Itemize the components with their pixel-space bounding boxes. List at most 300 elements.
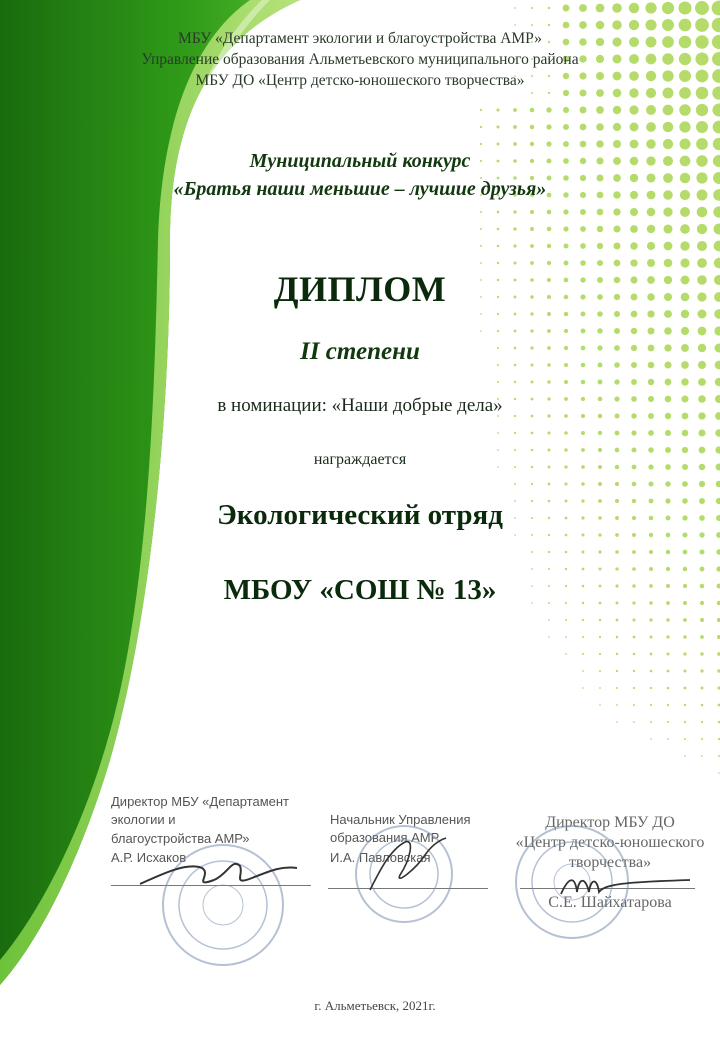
pattern-dot (530, 142, 534, 146)
pattern-dot (531, 24, 533, 26)
pattern-dot (614, 260, 621, 267)
pattern-dot (666, 550, 670, 554)
pattern-dot (684, 721, 686, 723)
pattern-dot (548, 534, 550, 536)
pattern-dot (701, 704, 704, 707)
pattern-dot (714, 326, 720, 335)
pattern-dot (565, 551, 568, 554)
pattern-dot (513, 210, 516, 213)
pattern-dot (714, 258, 720, 268)
pattern-dot (565, 653, 567, 655)
pattern-dot (615, 567, 618, 570)
pattern-dot (579, 89, 586, 96)
pattern-dot (513, 108, 517, 112)
pattern-dot (698, 378, 706, 386)
pattern-dot (531, 7, 533, 9)
pattern-dot (615, 482, 619, 486)
pattern-dot (667, 738, 669, 740)
pattern-dot (546, 141, 551, 146)
pattern-dot (650, 721, 652, 723)
pattern-dot (647, 208, 656, 217)
pattern-dot (530, 227, 534, 231)
dot-pattern (480, 1, 720, 774)
pattern-dot (547, 227, 552, 232)
pattern-dot (696, 104, 708, 116)
pattern-dot (646, 105, 656, 115)
pattern-dot (629, 105, 638, 114)
signature-1-title-line-3: благоустройства АМР» (111, 831, 250, 846)
pattern-dot (597, 209, 604, 216)
pattern-dot (663, 207, 672, 216)
pattern-dot (514, 330, 517, 333)
pattern-dot (665, 481, 670, 486)
pattern-dot (612, 3, 622, 13)
pattern-dot (548, 7, 550, 9)
pattern-dot (598, 533, 601, 536)
pattern-dot (645, 2, 656, 13)
pattern-dot (596, 89, 604, 97)
pattern-dot (580, 226, 586, 232)
pattern-dot (629, 3, 639, 13)
pattern-dot (596, 123, 604, 131)
contest-line-2: «Братья наши меньшие – лучшие друзья» (173, 178, 547, 200)
pattern-dot (616, 721, 618, 723)
pattern-dot (480, 126, 482, 128)
pattern-dot (633, 653, 636, 656)
pattern-dot (513, 227, 516, 230)
pattern-dot (531, 92, 533, 94)
pattern-dot (497, 143, 500, 146)
pattern-dot (716, 566, 720, 571)
pattern-dot (480, 313, 482, 315)
pattern-dot (650, 704, 652, 706)
pattern-dot (530, 312, 533, 315)
pattern-dot (666, 618, 670, 622)
signature-3-title-line-3: творчества» (568, 854, 652, 871)
pattern-dot (564, 380, 568, 384)
pattern-dot (699, 481, 705, 487)
pattern-dot (547, 244, 551, 248)
pattern-dot (513, 142, 517, 146)
pattern-dot (631, 430, 636, 435)
pattern-dot (531, 534, 533, 536)
pattern-dot (613, 208, 620, 215)
pattern-dot (647, 242, 655, 250)
pattern-dot (632, 482, 637, 487)
contest-line-1: Муниципальный конкурс (249, 150, 471, 172)
pattern-dot (697, 207, 708, 218)
pattern-dot (630, 208, 638, 216)
pattern-dot (580, 107, 587, 114)
pattern-dot (616, 687, 618, 689)
signature-2-name: И.А. Павловская (330, 850, 431, 865)
pattern-dot (546, 107, 551, 112)
pattern-dot (596, 4, 605, 13)
diploma-title: ДИПЛОМ (273, 269, 447, 309)
signature-2-scribble (360, 830, 450, 900)
pattern-dot (695, 1, 709, 15)
pattern-dot (663, 122, 674, 133)
pattern-dot (599, 670, 601, 672)
recipient-line-1: Экологический отряд (217, 499, 503, 531)
pattern-dot (633, 636, 636, 639)
pattern-dot (563, 226, 568, 231)
pattern-dot (530, 329, 533, 332)
pattern-dot (582, 551, 585, 554)
pattern-dot (681, 327, 689, 335)
pattern-dot (596, 106, 604, 114)
pattern-dot (597, 260, 603, 266)
pattern-dot (716, 532, 720, 538)
pattern-dot (530, 244, 534, 248)
pattern-dot (597, 226, 603, 232)
pattern-dot (650, 687, 652, 689)
pattern-dot (633, 670, 635, 672)
pattern-dot (648, 379, 654, 385)
pattern-dot (514, 24, 516, 26)
pattern-dot (679, 121, 690, 132)
pattern-dot (480, 109, 482, 111)
pattern-dot (480, 228, 482, 230)
pattern-dot (480, 211, 482, 213)
pattern-dot (616, 619, 619, 622)
pattern-dot (596, 21, 605, 30)
pattern-dot (598, 482, 602, 486)
pattern-dot (630, 225, 638, 233)
pattern-dot (563, 107, 569, 113)
pattern-dot (631, 311, 638, 318)
pattern-dot (666, 652, 669, 655)
pattern-dot (564, 329, 568, 333)
pattern-dot (663, 105, 674, 116)
pattern-dot (599, 636, 601, 638)
pattern-dot (616, 653, 618, 655)
pattern-dot (712, 1, 720, 16)
pattern-dot (614, 328, 620, 334)
pattern-dot (696, 121, 708, 133)
pattern-dot (514, 7, 516, 9)
pattern-dot (497, 245, 500, 248)
pattern-dot (497, 228, 500, 231)
pattern-dot (664, 259, 673, 268)
pattern-dot (565, 619, 567, 621)
pattern-dot (497, 381, 499, 383)
pattern-dot (683, 550, 688, 555)
pattern-dot (597, 328, 602, 333)
pattern-dot (616, 670, 618, 672)
pattern-dot (565, 534, 568, 537)
signature-3-name: С.Е. Шайхатарова (548, 894, 672, 911)
pattern-dot (563, 243, 568, 248)
pattern-dot (548, 568, 550, 570)
pattern-dot (684, 704, 686, 706)
pattern-dot (666, 635, 669, 638)
pattern-dot (563, 124, 569, 130)
pattern-dot (632, 533, 636, 537)
pattern-dot (683, 652, 686, 655)
nomination-text: в номинации: «Наши добрые дела» (217, 395, 503, 416)
signature-3-title-line-2: «Центр детско-юношеского (515, 834, 705, 851)
pattern-dot (699, 532, 704, 537)
pattern-dot (698, 429, 705, 436)
pattern-dot (548, 619, 550, 621)
pattern-dot (580, 260, 586, 266)
pattern-dot (564, 261, 569, 266)
pattern-dot (714, 309, 720, 319)
signature-1-title-line-1: Директор МБУ «Департамент (111, 794, 289, 809)
pattern-dot (681, 378, 688, 385)
pattern-dot (497, 262, 499, 264)
signature-1-name: А.Р. Исхаков (111, 850, 187, 865)
pattern-dot (563, 209, 568, 214)
pattern-dot (599, 653, 601, 655)
pattern-dot (613, 225, 620, 232)
pattern-dot (563, 141, 569, 147)
signature-2-title-line-1: Начальник Управления (330, 812, 471, 827)
pattern-dot (614, 379, 619, 384)
pattern-dot (678, 1, 691, 14)
pattern-dot (649, 567, 653, 571)
pattern-dot (580, 243, 586, 249)
signature-1-scribble (132, 848, 302, 896)
pattern-dot (497, 330, 499, 332)
pattern-dot (547, 380, 550, 383)
pattern-dot (596, 140, 603, 147)
pattern-dot (565, 568, 567, 570)
pattern-dot (615, 550, 619, 554)
pattern-dot (581, 329, 586, 334)
pattern-dot (480, 143, 482, 145)
pattern-dot (630, 123, 639, 132)
pattern-dot (697, 241, 707, 251)
pattern-dot (631, 328, 638, 335)
pattern-dot (597, 311, 603, 317)
pattern-dot (647, 225, 655, 233)
pattern-dot (581, 380, 585, 384)
pattern-dot (598, 550, 601, 553)
pattern-dot (701, 738, 703, 740)
pattern-dot (531, 551, 533, 553)
pattern-dot (547, 329, 551, 333)
pattern-dot (662, 2, 674, 14)
pattern-dot (530, 125, 535, 130)
pattern-dot (513, 244, 516, 247)
pattern-dot (581, 431, 585, 435)
pattern-dot (599, 687, 601, 689)
pattern-dot (531, 381, 534, 384)
pattern-dot (581, 482, 585, 486)
pattern-dot (631, 379, 637, 385)
pattern-dot (700, 567, 705, 572)
pattern-dot (580, 124, 587, 131)
pattern-dot (665, 430, 671, 436)
pattern-dot (633, 704, 635, 706)
pattern-dot (700, 652, 703, 655)
pattern-dot (582, 568, 585, 571)
pattern-dot (547, 312, 551, 316)
pattern-dot (684, 755, 686, 757)
pattern-dot (682, 532, 687, 537)
pattern-dot (700, 618, 704, 622)
pattern-dot (599, 619, 602, 622)
pattern-dot (564, 312, 568, 316)
pattern-dot (680, 207, 690, 217)
pattern-dot (614, 311, 620, 317)
pattern-dot (531, 432, 534, 435)
pattern-dot (684, 687, 687, 690)
pattern-dot (597, 243, 603, 249)
pattern-dot (680, 241, 689, 250)
pattern-dot (582, 670, 584, 672)
pattern-dot (701, 721, 703, 723)
pattern-dot (681, 310, 689, 318)
pattern-dot (514, 313, 517, 316)
diploma-degree: II степени (300, 338, 420, 365)
pattern-dot (633, 721, 635, 723)
pattern-dot (581, 533, 584, 536)
pattern-dot (514, 534, 516, 536)
pattern-dot (680, 258, 689, 267)
pattern-dot (548, 636, 550, 638)
signature-1-title-line-2: экологии и (111, 812, 176, 827)
pattern-dot (712, 103, 720, 116)
pattern-dot (613, 106, 621, 114)
pattern-dot (530, 261, 534, 265)
pattern-dot (547, 261, 551, 265)
pattern-dot (699, 549, 704, 554)
pattern-dot (649, 618, 652, 621)
pattern-dot (701, 755, 703, 757)
signature-2-title-line-2: образования АМР (330, 830, 440, 845)
pattern-dot (647, 310, 654, 317)
pattern-dot (497, 126, 500, 129)
signature-3-title-line-1: Директор МБУ ДО (545, 814, 675, 831)
pattern-dot (697, 224, 707, 234)
pattern-dot (547, 210, 552, 215)
pattern-dot (646, 122, 656, 132)
pattern-dot (698, 327, 707, 336)
pattern-dot (663, 224, 672, 233)
pattern-dot (480, 262, 482, 264)
pattern-dot (613, 140, 621, 148)
pattern-dot (714, 224, 720, 235)
pattern-dot (582, 619, 584, 621)
pattern-dot (666, 567, 670, 571)
pattern-dot (616, 704, 618, 706)
pattern-dot (548, 551, 550, 553)
pattern-dot (667, 721, 669, 723)
pattern-dot (682, 481, 688, 487)
pattern-dot (633, 687, 635, 689)
pattern-dot (564, 482, 567, 485)
pattern-dot (564, 431, 568, 435)
pattern-dot (698, 310, 707, 319)
pattern-dot (650, 738, 652, 740)
pattern-dot (649, 550, 653, 554)
pattern-dot (666, 533, 671, 538)
pattern-dot (683, 618, 687, 622)
pattern-dot (679, 104, 691, 116)
pattern-dot (514, 432, 516, 434)
pattern-dot (531, 568, 533, 570)
pattern-dot (615, 431, 620, 436)
pattern-dot (683, 635, 687, 639)
pattern-dot (480, 245, 482, 247)
pattern-dot (700, 635, 704, 639)
pattern-dot (580, 311, 585, 316)
header-line-2: Управление образования Альметьевского муниципального района (141, 51, 579, 68)
pattern-dot (713, 206, 720, 217)
pattern-dot (580, 209, 586, 215)
pattern-dot (579, 21, 587, 29)
pattern-dot (599, 704, 601, 706)
pattern-dot (716, 481, 720, 488)
pattern-dot (497, 313, 499, 315)
pattern-dot (684, 670, 687, 673)
pattern-dot (582, 687, 584, 689)
pattern-dot (513, 261, 516, 264)
pattern-dot (598, 567, 601, 570)
pattern-dot (630, 259, 637, 266)
pattern-dot (598, 380, 603, 385)
pattern-dot (649, 635, 652, 638)
pattern-dot (514, 381, 516, 383)
pattern-dot (715, 378, 720, 386)
pattern-dot (547, 431, 550, 434)
pattern-dot (701, 687, 704, 690)
pattern-dot (563, 90, 569, 96)
pattern-dot (716, 549, 720, 554)
pattern-dot (548, 92, 550, 94)
pattern-dot (648, 481, 653, 486)
pattern-dot (496, 108, 499, 111)
pattern-dot (649, 533, 653, 537)
header-line-3: МБУ ДО «Центр детско-юношеского творчества» (195, 72, 525, 89)
pattern-dot (615, 533, 619, 537)
pattern-dot (697, 258, 707, 268)
pattern-dot (667, 670, 670, 673)
pattern-dot (664, 310, 672, 318)
pattern-dot (548, 24, 550, 26)
pattern-dot (683, 567, 688, 572)
pattern-dot (682, 430, 689, 437)
pattern-dot (531, 483, 533, 485)
pattern-dot (480, 330, 482, 332)
pattern-dot (650, 670, 653, 673)
pattern-dot (632, 567, 636, 571)
pattern-dot (647, 327, 654, 334)
pattern-dot (632, 550, 636, 554)
awarded-text: награждается (313, 451, 407, 468)
pattern-dot (680, 224, 690, 234)
pattern-dot (530, 108, 535, 113)
pattern-dot (648, 430, 654, 436)
pattern-dot (546, 124, 551, 129)
pattern-dot (633, 619, 636, 622)
pattern-dot (630, 242, 638, 250)
pattern-dot (714, 241, 720, 252)
place-date: г. Альметьевск, 2021г. (314, 998, 436, 1013)
pattern-dot (497, 432, 499, 434)
pattern-dot (665, 379, 672, 386)
pattern-dot (514, 483, 516, 485)
signature-3-scribble (555, 870, 695, 900)
pattern-dot (667, 704, 669, 706)
header-line-1: МБУ «Департамент экологии и благоустройства АМР» (178, 30, 542, 47)
pattern-dot (650, 653, 653, 656)
pattern-dot (613, 123, 621, 131)
pattern-dot (563, 5, 570, 12)
